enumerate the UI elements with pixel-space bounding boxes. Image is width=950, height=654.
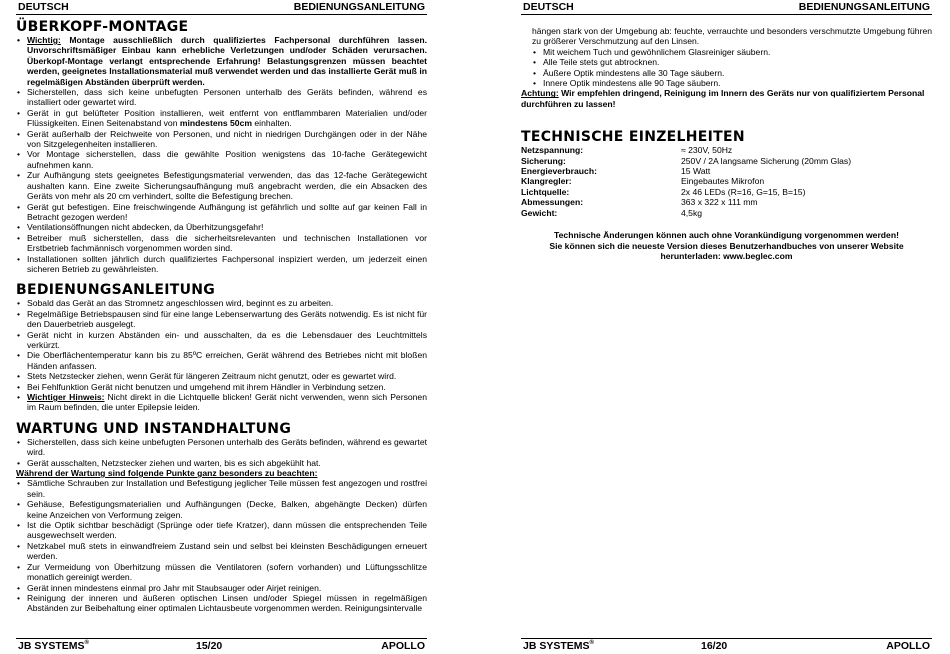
list-item: • Sobald das Gerät an das Stromnetz angeschlossen wird, beginnt es zu arbeiten. <box>16 298 427 308</box>
list-item: • Mit weichem Tuch und gewöhnlichem Glasreiniger säubern. <box>532 47 932 57</box>
footer-model: APOLLO <box>886 640 930 652</box>
page-left <box>16 0 427 654</box>
list-item: • Gerät nicht in kurzen Abständen ein- und ausschalten, da es die Lebensdauer des Leuchtmittels verkürzt. <box>16 330 427 351</box>
spec-row <box>521 166 932 176</box>
maintenance-list <box>16 437 427 468</box>
spec-row <box>521 208 932 218</box>
list-item: • Sicherstellen, dass sich keine unbefugten Personen unterhalb des Geräts befinden, während es gewartet wird. <box>16 437 427 458</box>
spec-label: Abmessungen: <box>521 197 584 208</box>
spec-value: 250V / 2A langsame Sicherung (20mm Glas) <box>681 155 852 166</box>
spec-value: 4,5kg <box>681 207 703 218</box>
spec-row <box>521 187 932 197</box>
brand-name: JB SYSTEMS <box>18 640 85 652</box>
list-item <box>16 392 427 413</box>
list-item: • Gerät gut befestigen. Eine freischwingende Aufhängung ist gefährlich und sollte auf gar keinen Fall in Betracht gezogen werden! <box>16 202 427 223</box>
registered-mark: ® <box>589 640 594 646</box>
page-footer <box>521 638 932 653</box>
spec-label: Lichtquelle: <box>521 186 570 197</box>
spec-row <box>521 156 932 166</box>
page-number: 16/20 <box>701 640 728 652</box>
footer-model: APOLLO <box>381 640 425 652</box>
spec-label: Klangregler: <box>521 176 572 187</box>
caution-text: Wir empfehlen dringend, Reinigung im Innern des Geräts nur von qualifiziertem Personal durchführen zu lassen! <box>521 88 925 109</box>
spec-row <box>521 176 932 186</box>
page-header <box>521 2 932 15</box>
header-title: BEDIENUNGSANLEITUNG <box>293 1 425 13</box>
notice <box>521 230 932 261</box>
list-item: • Äußere Optik mindestens alle 30 Tage säubern. <box>532 68 932 78</box>
spec-row <box>521 197 932 207</box>
list-item: • Zur Aufhängung stets geeignetes Befestigungsmaterial verwenden, das das 12-fache Gerätegewicht aushalten kann. Eine zweite Sicherungsaufhängung muß angebracht werden, die ein Absacken des Geräts von mehr als 20 cm verhindert, sollte die Befestigung brechen. <box>16 170 427 201</box>
list-item: • Ist die Optik sichtbar beschädigt (Sprünge oder tiefe Kratzer), dann müssen die entsprechenden Teile ausgewechselt werden. <box>16 520 427 541</box>
list-item: • Vor Montage sicherstellen, dass die gewählte Position wenigstens das 10-fache Gerätegewicht aufnehmen kann. <box>16 149 427 170</box>
caution-paragraph <box>521 88 932 109</box>
list-item: • Gerät innen mindestens einmal pro Jahr mit Staubsauger oder Airjet reinigen. <box>16 583 427 593</box>
list-item: • Betreiber muß sicherstellen, dass die sicherheitsrelevanten und technischen Installationen vor Erstbetrieb fachmännisch vorgenommen worden sind. <box>16 233 427 254</box>
list-item: • Die Oberflächentemperatur kann bis zu 85ºC erreichen, Gerät während des Betriebes nicht mit bloßen Händen anfassen. <box>16 350 427 371</box>
cleaning-list <box>521 47 932 89</box>
spec-value: 2x 46 LEDs (R=16, G=15, B=15) <box>681 186 806 197</box>
list-item: • Alle Teile stets gut abtrocknen. <box>532 57 932 67</box>
list-item: • Reinigung der inneren und äußeren optischen Linsen und/oder Spiegel müssen in regelmäßigen Abständen zur Beibehaltung einer optimalen Lichtausbeute vorgenommen werden. Reinigungsintervalle <box>16 593 427 614</box>
list-item <box>16 108 427 129</box>
section-title: BEDIENUNGSANLEITUNG <box>16 282 216 299</box>
spec-value: 363 x 322 x 111 mm <box>681 197 758 208</box>
maintenance-note: Während der Wartung sind folgende Punkte ganz besonders zu beachten: <box>16 468 318 479</box>
notice-line: herunterladen: www.beglec.com <box>660 250 793 261</box>
spec-value: ≈ 230V, 50Hz <box>681 145 733 156</box>
warning-label: Wichtig: <box>27 35 61 45</box>
page-footer <box>16 638 427 653</box>
list-item: • Installationen sollten jährlich durch qualifiziertes Fachpersonal inspiziert werden, um jederzeit einen sicheren Betrieb zu gewährleisten. <box>16 254 427 275</box>
list-item: • Gehäuse, Befestigungsmaterialien und Aufhängungen (Decke, Balken, abgehängte Decken) dürfen keine Anzeichen von Verformung zeigen. <box>16 499 427 520</box>
note-label: Wichtiger Hinweis: <box>27 392 105 402</box>
list-item: • Sicherstellen, dass sich keine unbefugten Personen unterhalb des Geräts befinden, während es installiert oder gewartet wird. <box>16 87 427 108</box>
spec-table <box>521 145 932 218</box>
list-item: • Sämtliche Schrauben zur Installation und Befestigung jeglicher Teile müssen fest angezogen und rostfrei sein. <box>16 478 427 499</box>
item-bold: mindestens 50cm <box>179 118 252 129</box>
page-right <box>521 0 932 654</box>
list-item <box>16 35 427 87</box>
notice-line: Sie können sich die neueste Version dieses Benutzerhandbuches von unserer Website <box>549 240 904 251</box>
page-body <box>16 19 427 614</box>
spec-label: Energieverbrauch: <box>521 166 597 177</box>
spec-value: 15 Watt <box>681 166 711 177</box>
registered-mark: ® <box>84 640 89 646</box>
page-number: 15/20 <box>196 640 223 652</box>
item-text: Gerät in gut belüfteter Position installieren, weit entfernt von entflammbaren Materialien und/oder Flüssigkeiten. Einen Seitenabstand von <box>27 107 427 129</box>
section-title: TECHNISCHE EINZELHEITEN <box>521 129 745 146</box>
warning-text: Montage ausschließlich durch qualifiziertes Fachpersonal durchführen lassen. Unvorschriftsmäßiger Einbau kann erhebliche Verletzungen und/oder Schäden verursachen. Überkopf-Montage verlangt entsprechende Erfahrung! Belastungsgrenzen müssen beachtet werden, geeignetes Installationsmaterial muß verwendet werden und das installierte Gerät muß in regelmäßigen Abständen überprüft werden. <box>27 35 427 87</box>
spec-row <box>521 145 932 155</box>
mounting-list <box>16 35 427 274</box>
list-item: • Stets Netzstecker ziehen, wenn Gerät für längeren Zeitraum nicht genutzt, oder es gewartet wird. <box>16 371 427 381</box>
section-title: WARTUNG UND INSTANDHALTUNG <box>16 420 292 437</box>
page-body <box>521 26 932 261</box>
operation-list <box>16 298 427 412</box>
list-item: • Gerät ausschalten, Netzstecker ziehen und warten, bis es sich abgekühlt hat. <box>16 458 427 468</box>
brand-name: JB SYSTEMS <box>523 640 590 652</box>
item-text: einhalten. <box>252 118 292 129</box>
footer-brand <box>523 639 594 653</box>
list-item: • Ventilationsöffnungen nicht abdecken, da Überhitzungsgefahr! <box>16 222 427 232</box>
note-text: Nicht direkt in die Lichtquelle blicken! Gerät nicht verwenden, wenn sich Personen im Raum befinden, die unter Epilepsie leiden. <box>27 392 427 413</box>
notice-line: Technische Änderungen können auch ohne Vorankündigung vorgenommen werden! <box>554 230 899 241</box>
list-item: • Gerät außerhalb der Reichweite von Personen, und nicht in niedrigen Durchgängen oder in der Nähe von Sitzgelegenheiten installieren. <box>16 129 427 150</box>
spec-value: Eingebautes Mikrofon <box>681 176 765 187</box>
list-item: • Netzkabel muß stets in einwandfreiem Zustand sein und selbst bei kleinsten Beschädigungen erneuert werden. <box>16 541 427 562</box>
continued-text: hängen stark von der Umgebung ab: feuchte, verrauchte und besonders verschmutzte Umgebung führen zu größerer Verschmutzung auf den Linsen. <box>532 26 932 47</box>
footer-brand <box>18 639 89 653</box>
page-header <box>16 2 427 15</box>
list-item: • Bei Fehlfunktion Gerät nicht benutzen und umgehend mit ihrem Händler in Verbindung setzen. <box>16 382 427 392</box>
spec-label: Netzspannung: <box>521 145 584 156</box>
list-item: • Innere Optik mindestens alle 90 Tage säubern. <box>532 78 932 88</box>
header-language: DEUTSCH <box>18 1 69 13</box>
section-title: ÜBERKOPF-MONTAGE <box>16 19 189 35</box>
list-item: • Regelmäßige Betriebspausen sind für eine lange Lebenserwartung des Geräts notwendig. Es ist nicht für den Dauerbetrieb ausgelegt. <box>16 309 427 330</box>
list-item: • Zur Vermeidung von Überhitzung müssen die Ventilatoren (sofern vorhanden) und Lüftungsschlitze monatlich gereinigt werden. <box>16 562 427 583</box>
header-title: BEDIENUNGSANLEITUNG <box>798 1 930 13</box>
spec-label: Sicherung: <box>521 155 566 166</box>
caution-label: Achtung: <box>521 88 559 99</box>
header-language: DEUTSCH <box>523 1 574 13</box>
spec-label: Gewicht: <box>521 207 558 218</box>
maintenance-checklist <box>16 478 427 613</box>
